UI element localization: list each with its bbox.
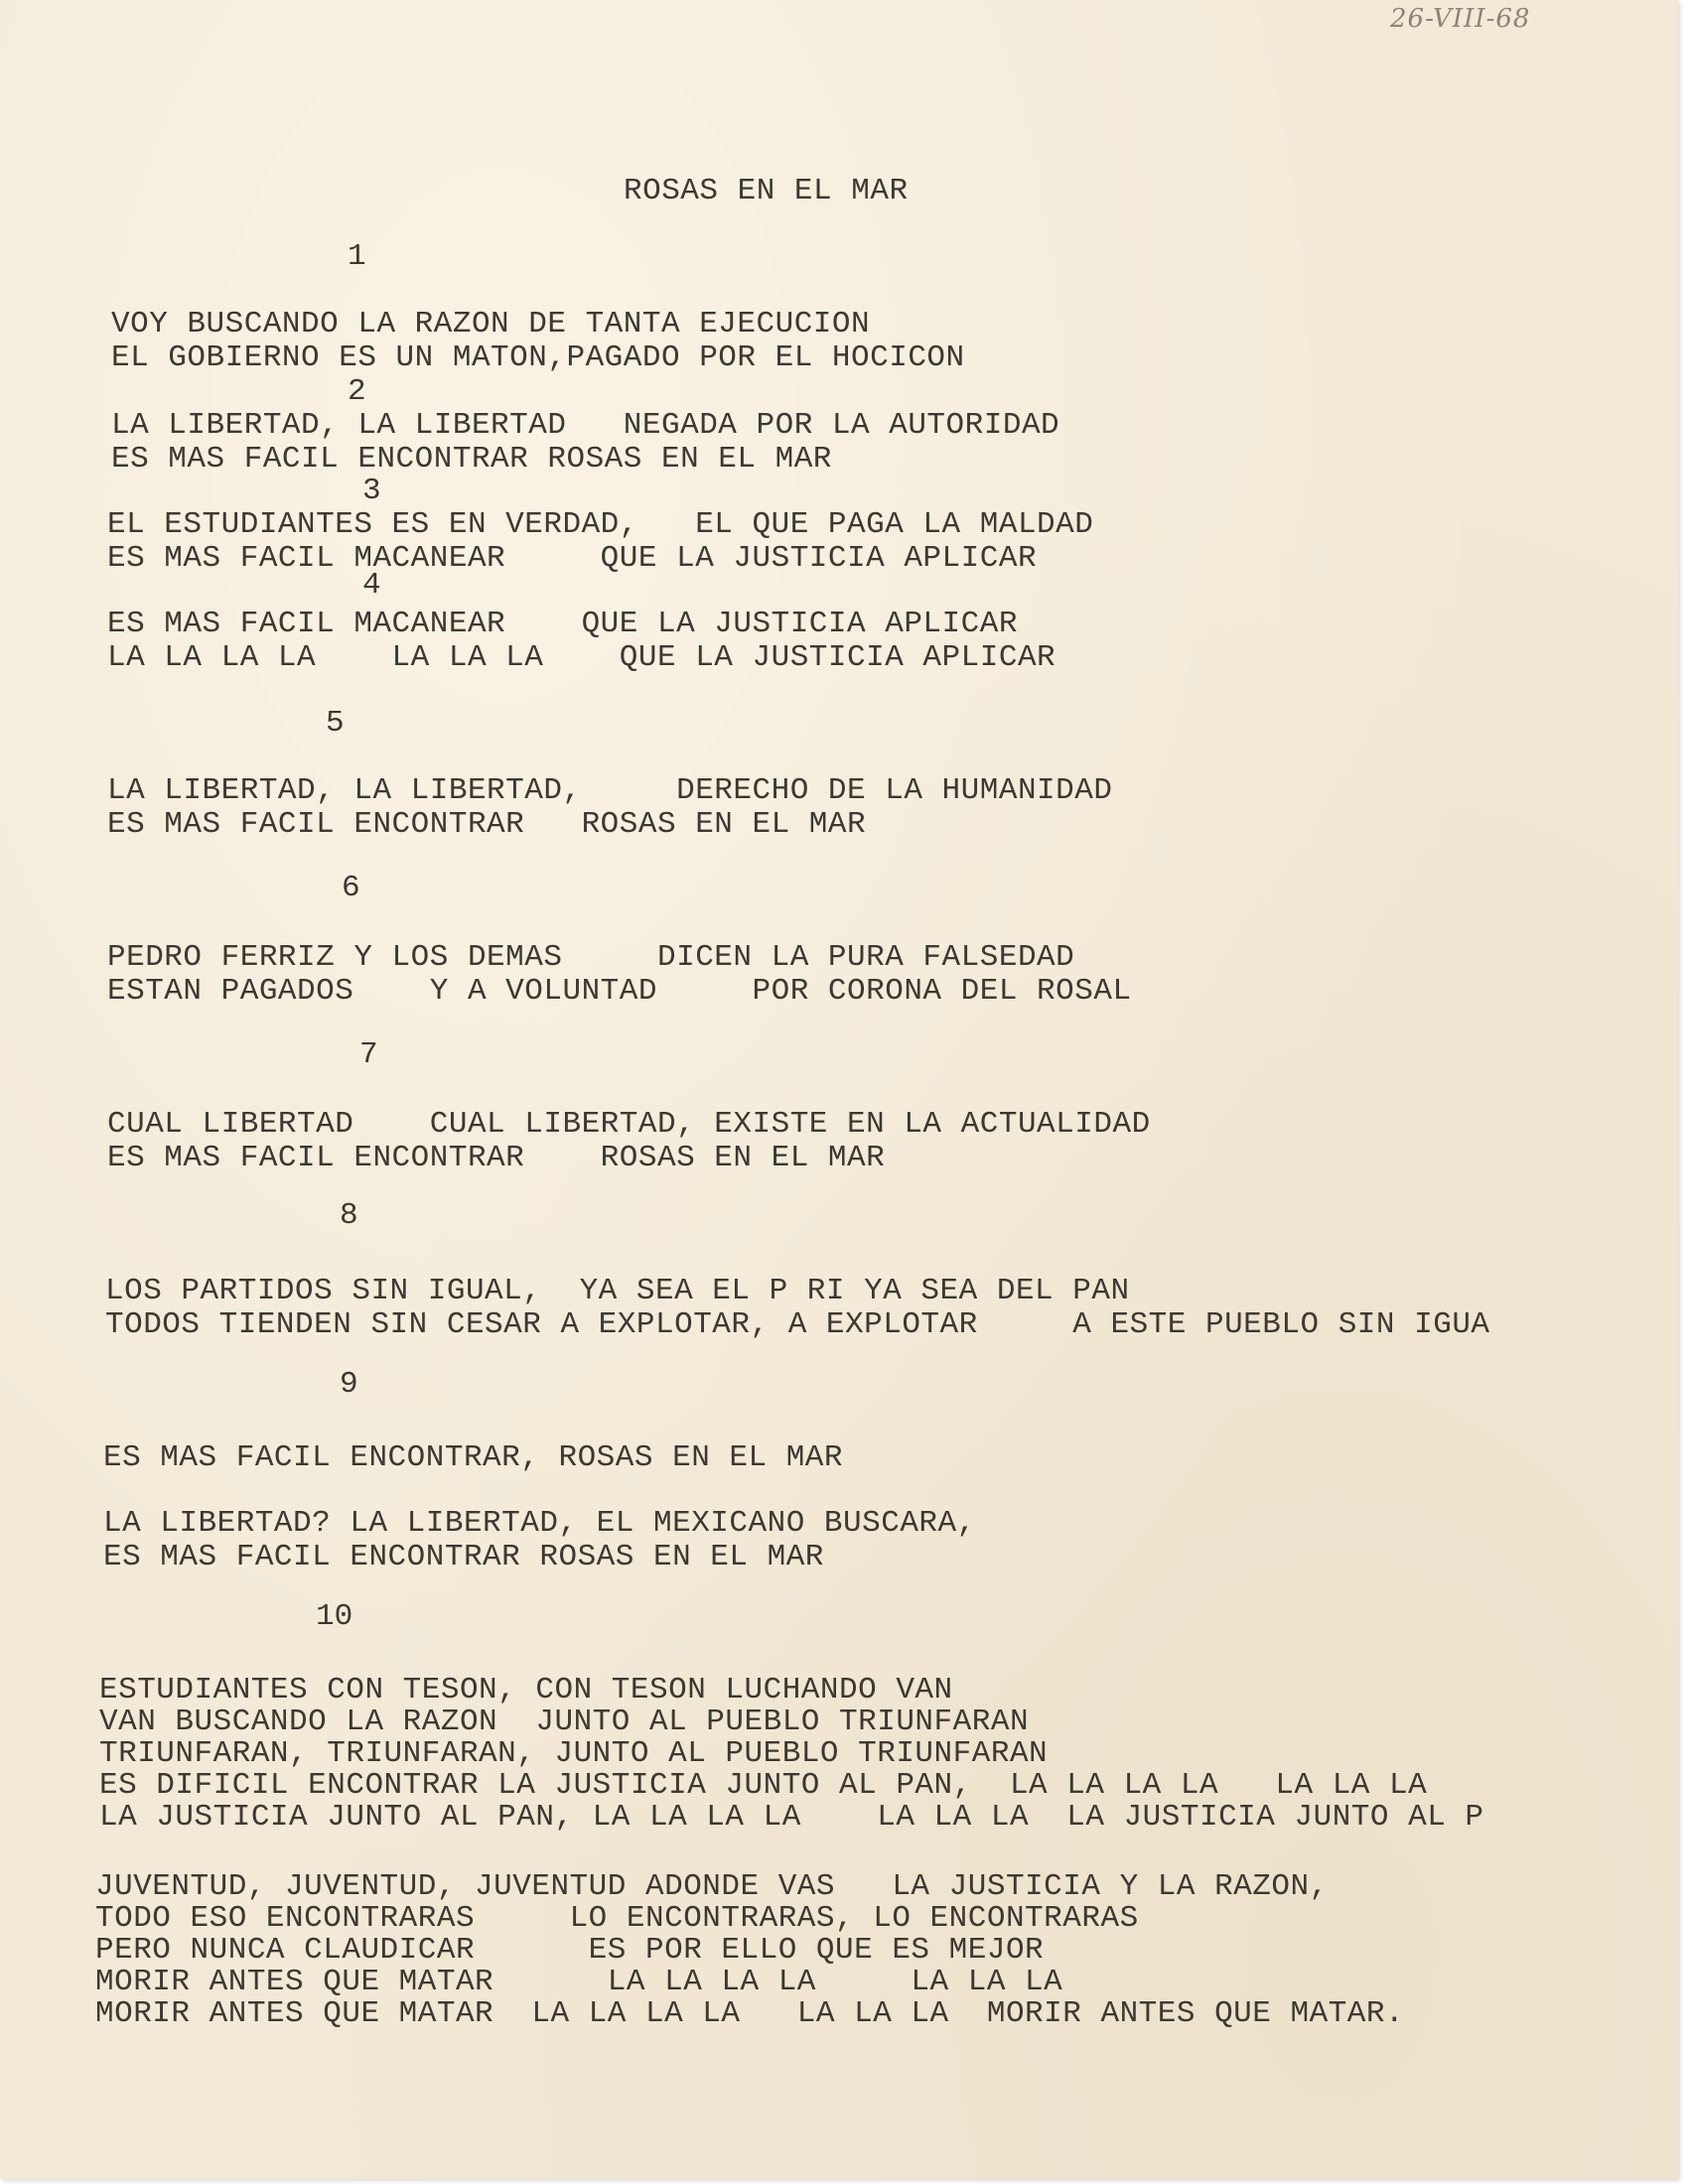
verse-number-4: 4 (362, 568, 381, 603)
lyric-line: ES DIFICIL ENCONTRAR LA JUSTICIA JUNTO AL PAN, LA LA LA LA LA LA LA (99, 1768, 1428, 1803)
verse-number-1: 1 (348, 239, 366, 274)
verse-number-7: 7 (359, 1037, 378, 1072)
verse-number-2: 2 (348, 374, 366, 409)
lyric-line: LA LA LA LA LA LA LA QUE LA JUSTICIA APLICAR (107, 640, 1056, 675)
lyric-line: MORIR ANTES QUE MATAR LA LA LA LA LA LA LA (95, 1965, 1063, 1999)
lyric-line: ES MAS FACIL MACANEAR QUE LA JUSTICIA APLICAR (107, 541, 1038, 576)
lyric-line: ES MAS FACIL ENCONTRAR ROSAS EN EL MAR (103, 1540, 824, 1574)
lyric-line: TODO ESO ENCONTRARAS LO ENCONTRARAS, LO ENCONTRARAS (95, 1901, 1139, 1936)
handwritten-date-note: 26-VIII-68 (1390, 4, 1531, 34)
song-title: ROSAS EN EL MAR (624, 174, 909, 208)
lyric-line: CUAL LIBERTAD CUAL LIBERTAD, EXISTE EN LA ACTUALIDAD (107, 1107, 1151, 1142)
lyric-line: ES MAS FACIL ENCONTRAR ROSAS EN EL MAR (107, 1141, 886, 1175)
lyric-line: ES MAS FACIL ENCONTRAR ROSAS EN EL MAR (111, 442, 832, 477)
lyric-line: TODOS TIENDEN SIN CESAR A EXPLOTAR, A EXPLOTAR A ESTE PUEBLO SIN IGUA (105, 1307, 1490, 1342)
lyric-line: ES MAS FACIL ENCONTRAR ROSAS EN EL MAR (107, 807, 867, 842)
lyric-line: ES MAS FACIL MACANEAR QUE LA JUSTICIA APLICAR (107, 607, 1018, 641)
lyric-line: TRIUNFARAN, TRIUNFARAN, JUNTO AL PUEBLO TRIUNFARAN (99, 1736, 1049, 1771)
verse-number-5: 5 (326, 706, 345, 741)
lyric-line: ES MAS FACIL ENCONTRAR, ROSAS EN EL MAR (103, 1440, 844, 1475)
lyric-line: VAN BUSCANDO LA RAZON JUNTO AL PUEBLO TRIUNFARAN (99, 1705, 1030, 1739)
lyric-line: LA LIBERTAD, LA LIBERTAD, DERECHO DE LA HUMANIDAD (107, 773, 1113, 808)
lyric-line: LA LIBERTAD? LA LIBERTAD, EL MEXICANO BUSCARA, (103, 1506, 976, 1541)
lyric-line: ESTAN PAGADOS Y A VOLUNTAD POR CORONA DEL ROSAL (107, 974, 1132, 1009)
lyric-line: PERO NUNCA CLAUDICAR ES POR ELLO QUE ES MEJOR (95, 1933, 1045, 1968)
lyric-line: EL ESTUDIANTES ES EN VERDAD, EL QUE PAGA LA MALDAD (107, 507, 1094, 542)
lyric-line: MORIR ANTES QUE MATAR LA LA LA LA LA LA LA MORIR ANTES QUE MATAR. (95, 1996, 1405, 2031)
verse-number-3: 3 (362, 474, 381, 508)
lyric-line: PEDRO FERRIZ Y LOS DEMAS DICEN LA PURA FALSEDAD (107, 940, 1075, 975)
lyric-line: JUVENTUD, JUVENTUD, JUVENTUD ADONDE VAS LA JUSTICIA Y LA RAZON, (95, 1869, 1329, 1904)
verse-number-10: 10 (316, 1599, 353, 1634)
lyric-line: VOY BUSCANDO LA RAZON DE TANTA EJECUCION (111, 307, 871, 341)
lyric-line: ESTUDIANTES CON TESON, CON TESON LUCHANDO VAN (99, 1673, 953, 1707)
verse-number-9: 9 (340, 1367, 358, 1402)
lyric-line: LOS PARTIDOS SIN IGUAL, YA SEA EL P RI YA SEA DEL PAN (105, 1274, 1130, 1308)
lyric-line: EL GOBIERNO ES UN MATON,PAGADO POR EL HOCICON (111, 341, 965, 375)
lyric-line: LA JUSTICIA JUNTO AL PAN, LA LA LA LA LA LA LA LA JUSTICIA JUNTO AL P (99, 1800, 1484, 1835)
lyric-line: LA LIBERTAD, LA LIBERTAD NEGADA POR LA AUTORIDAD (111, 408, 1060, 443)
verse-number-6: 6 (342, 871, 360, 905)
verse-number-8: 8 (340, 1198, 358, 1233)
